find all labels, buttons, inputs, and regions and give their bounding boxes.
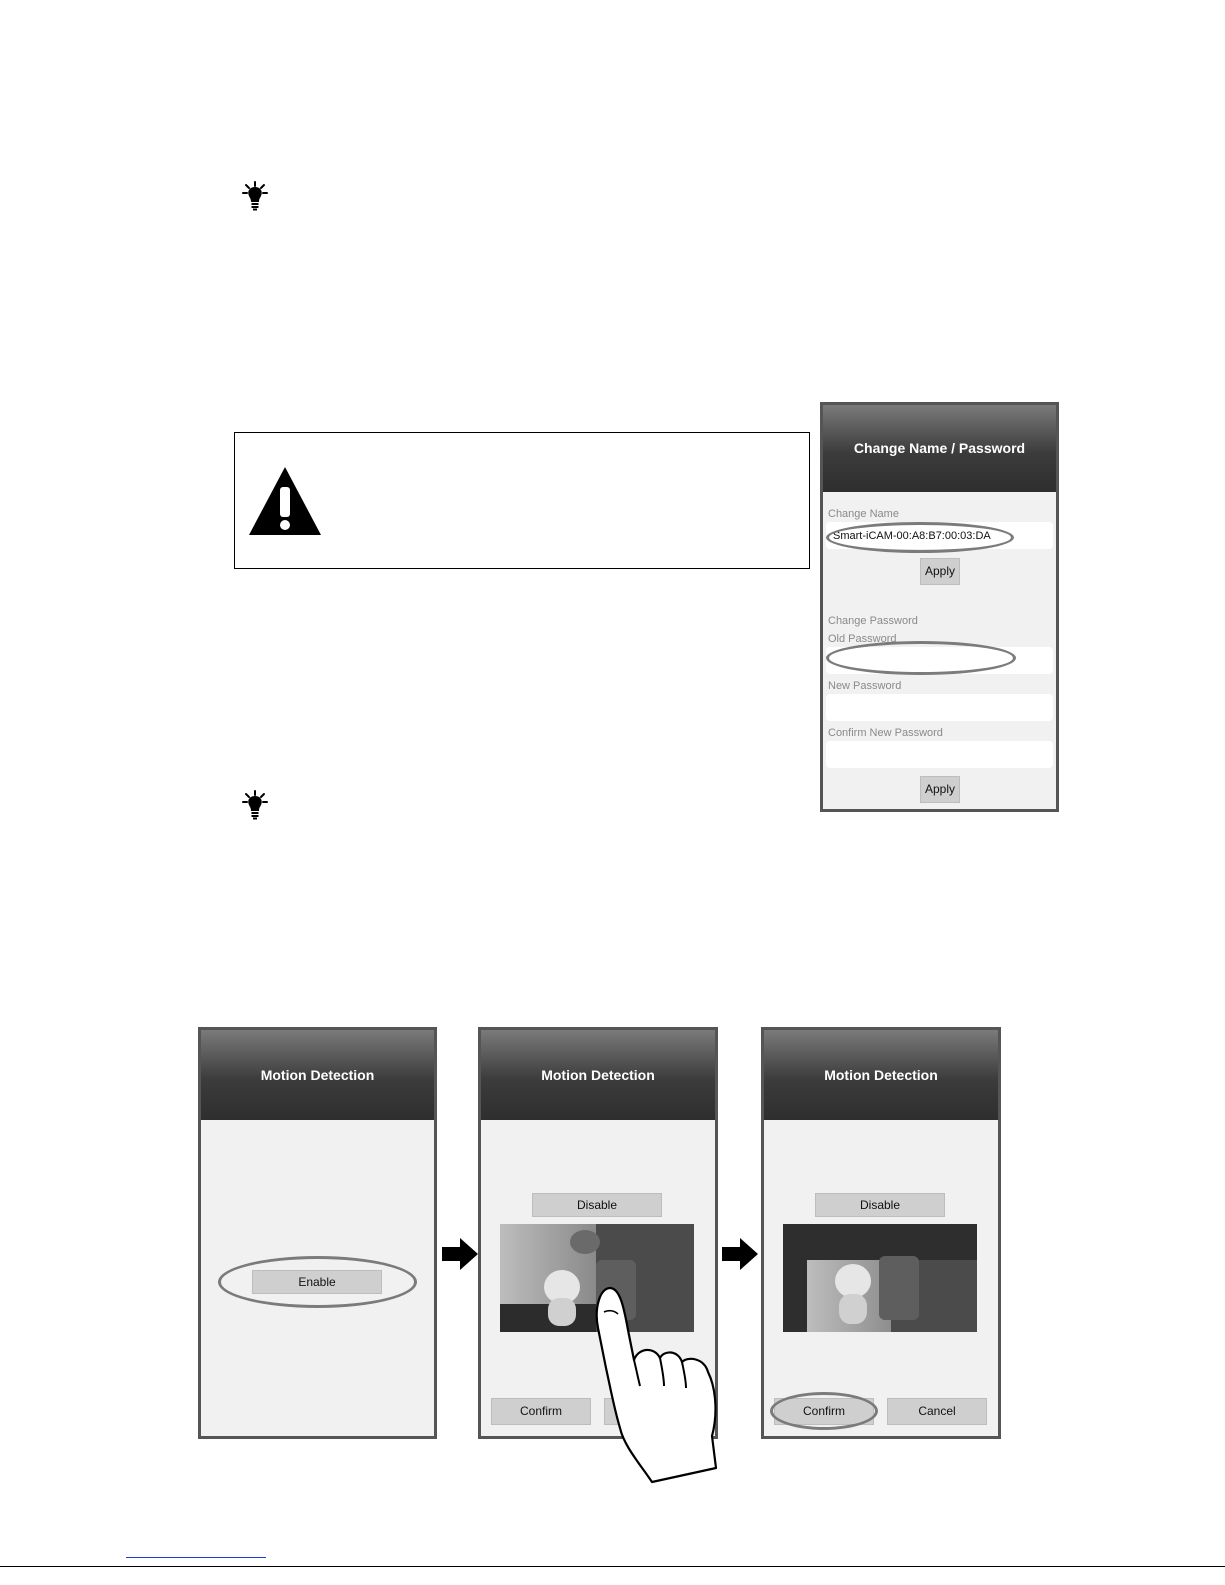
apply-password-button[interactable]: Apply <box>920 776 960 803</box>
change-name-password-screen <box>820 402 1059 812</box>
warning-triangle-icon <box>247 465 323 537</box>
highlight-ring <box>218 1256 417 1308</box>
lightbulb-icon <box>242 181 268 211</box>
warning-box <box>234 432 810 569</box>
arrow-right-icon <box>722 1238 758 1270</box>
new-password-label: New Password <box>828 680 902 692</box>
highlight-ring <box>826 641 1016 675</box>
lightbulb-icon <box>242 790 268 820</box>
screen-title: Motion Detection <box>764 1030 998 1120</box>
disable-button[interactable]: Disable <box>815 1193 945 1217</box>
cancel-button[interactable]: Cancel <box>887 1398 987 1425</box>
highlight-ring <box>770 1392 878 1430</box>
camera-preview[interactable] <box>783 1224 977 1332</box>
change-password-label: Change Password <box>828 615 918 627</box>
footer-rule <box>0 1566 1225 1567</box>
old-password-label: Old Password <box>828 633 897 645</box>
footer-link-underline <box>126 1557 266 1558</box>
name-value: Smart-iCAM-00:A8:B7:00:03:DA <box>833 530 991 542</box>
motion-detection-screen-3 <box>761 1027 1001 1439</box>
arrow-right-icon <box>442 1238 478 1270</box>
screen-title: Change Name / Password <box>823 405 1056 492</box>
screen-title: Motion Detection <box>201 1030 434 1120</box>
enable-button[interactable]: Enable <box>252 1270 382 1294</box>
new-password-field[interactable] <box>826 694 1053 721</box>
confirm-button[interactable]: Confirm <box>491 1398 591 1425</box>
apply-name-button[interactable]: Apply <box>920 558 960 585</box>
confirm-button[interactable]: Confirm <box>774 1398 874 1425</box>
confirm-new-password-label: Confirm New Password <box>828 727 943 739</box>
confirm-new-password-field[interactable] <box>826 741 1053 768</box>
change-name-label: Change Name <box>828 508 899 520</box>
motion-detection-screen-1 <box>198 1027 437 1439</box>
disable-button[interactable]: Disable <box>532 1193 662 1217</box>
highlight-ring <box>826 522 1014 553</box>
pointing-hand-icon <box>580 1268 740 1484</box>
screen-title: Motion Detection <box>481 1030 715 1120</box>
